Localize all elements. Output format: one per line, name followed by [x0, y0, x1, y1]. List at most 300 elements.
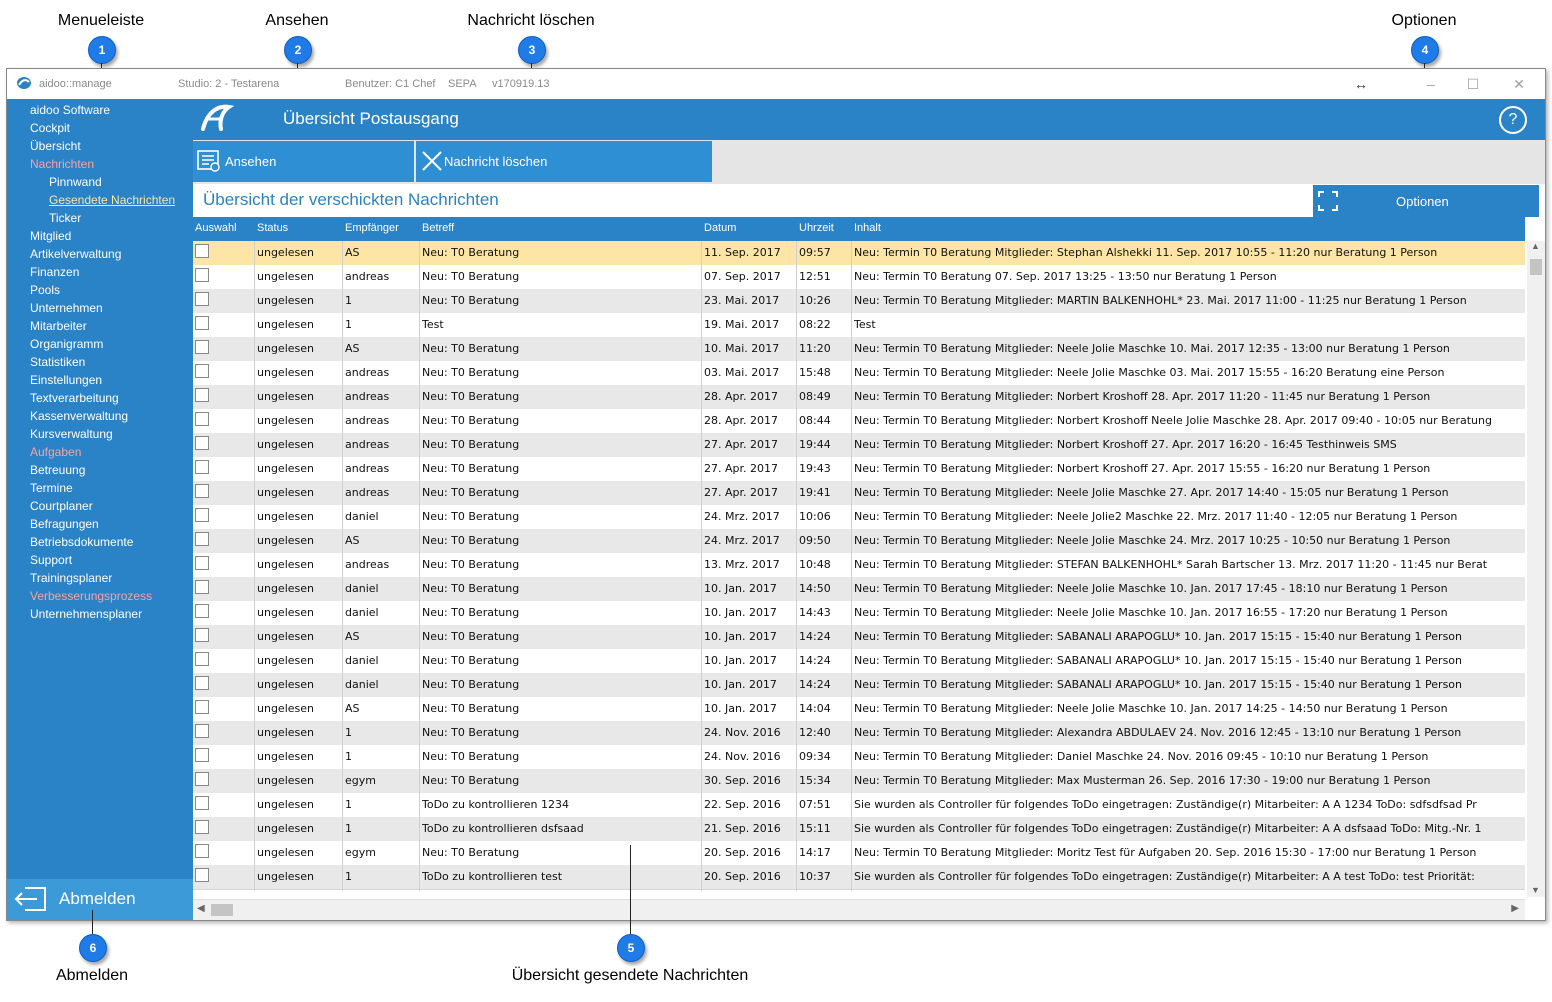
callout-badge: 6 — [79, 934, 107, 962]
cell-date: 10. Jan. 2017 — [704, 630, 777, 643]
table-row[interactable] — [193, 769, 1525, 794]
cell-status: ungelesen — [257, 438, 314, 451]
cell-time: 15:34 — [799, 774, 831, 787]
sidebar-item-mitglied[interactable]: Mitglied — [30, 229, 72, 243]
row-select-checkbox[interactable] — [195, 796, 209, 810]
cell-date: 10. Jan. 2017 — [704, 582, 777, 595]
fullscreen-icon — [1318, 191, 1338, 211]
callout-label: Übersicht gesendete Nachrichten — [511, 967, 749, 984]
close-button[interactable]: ✕ — [1513, 76, 1525, 92]
cell-subject: Neu: T0 Beratung — [422, 582, 520, 595]
cell-time: 14:04 — [799, 702, 831, 715]
cell-content: Neu: Termin T0 Beratung Mitglieder: Neele Jolie Maschke 10. Mai. 2017 12:35 - 13:00 nur Beratung 1 Person — [854, 342, 1450, 355]
cell-status: ungelesen — [257, 294, 314, 307]
sidebar-item-pools[interactable]: Pools — [30, 283, 61, 297]
page-header — [193, 99, 1545, 140]
callout-badge: 5 — [617, 934, 645, 962]
delete-x-icon — [421, 150, 443, 172]
cell-time: 07:51 — [799, 798, 831, 811]
cell-subject: Neu: T0 Beratung — [422, 630, 520, 643]
view-button[interactable] — [193, 141, 414, 182]
row-select-checkbox[interactable] — [195, 652, 209, 666]
sidebar-item-trainingsplaner[interactable]: Trainingsplaner — [30, 571, 113, 585]
table-row[interactable] — [193, 745, 1525, 770]
cell-status: ungelesen — [257, 318, 314, 331]
delete-message-button[interactable] — [416, 141, 712, 182]
cell-date: 24. Nov. 2016 — [704, 726, 781, 739]
column-divider — [701, 241, 702, 891]
cell-recipient: egym — [345, 774, 376, 787]
column-header-datum[interactable]: Datum — [704, 222, 737, 234]
sidebar-item-aufgaben[interactable]: Aufgaben — [30, 445, 82, 459]
cell-status: ungelesen — [257, 774, 314, 787]
cell-date: 11. Sep. 2017 — [704, 246, 781, 259]
studio-label: Studio: 2 - Testarena — [178, 78, 280, 90]
sidebar-item-support[interactable]: Support — [30, 553, 73, 567]
cell-subject: Neu: T0 Beratung — [422, 414, 520, 427]
cell-time: 14:43 — [799, 606, 831, 619]
sidebar-item-unternehmen[interactable]: Unternehmen — [30, 301, 103, 315]
cell-recipient: daniel — [345, 678, 379, 691]
vertical-scroll-thumb[interactable] — [1530, 259, 1542, 275]
row-select-checkbox[interactable] — [195, 460, 209, 474]
cell-date: 23. Mai. 2017 — [704, 294, 780, 307]
cell-time: 08:49 — [799, 390, 831, 403]
cell-status: ungelesen — [257, 342, 314, 355]
cell-subject: Neu: T0 Beratung — [422, 294, 520, 307]
cell-time: 15:11 — [799, 822, 831, 835]
cell-time: 10:06 — [799, 510, 831, 523]
cell-subject: Neu: T0 Beratung — [422, 702, 520, 715]
delete-message-label: Nachricht löschen — [444, 154, 548, 169]
logout-arrow-icon — [13, 886, 47, 912]
cell-time: 08:22 — [799, 318, 831, 331]
cell-time: 14:50 — [799, 582, 831, 595]
cell-status: ungelesen — [257, 366, 314, 379]
cell-recipient: egym — [345, 846, 376, 859]
row-select-checkbox[interactable] — [195, 844, 209, 858]
cell-time: 08:44 — [799, 414, 831, 427]
table-row[interactable] — [193, 241, 1525, 266]
row-select-checkbox[interactable] — [195, 820, 209, 834]
scroll-down-icon[interactable]: ▼ — [1531, 885, 1540, 895]
cell-subject: Neu: T0 Beratung — [422, 390, 520, 403]
cell-subject: ToDo zu kontrollieren 1234 — [422, 798, 569, 811]
options-label: Optionen — [1396, 194, 1449, 209]
cell-status: ungelesen — [257, 846, 314, 859]
cell-status: ungelesen — [257, 726, 314, 739]
sidebar-item-statistiken[interactable]: Statistiken — [30, 355, 86, 369]
table-row[interactable] — [193, 289, 1525, 314]
cell-content: Neu: Termin T0 Beratung Mitglieder: Neele Jolie Maschke 10. Jan. 2017 16:55 - 17:20 nur Beratung 1 Person — [854, 606, 1448, 619]
view-button-label: Ansehen — [225, 154, 277, 169]
cell-content: Neu: Termin T0 Beratung Mitglieder: Neele Jolie2 Maschke 22. Mrz. 2017 11:40 - 12:05 nur Beratung 1 Person — [854, 510, 1458, 523]
cell-recipient: andreas — [345, 486, 390, 499]
cell-time: 10:37 — [799, 870, 831, 883]
cell-time: 09:50 — [799, 534, 831, 547]
row-select-checkbox[interactable] — [195, 532, 209, 546]
column-header-empfaenger[interactable]: Empfänger — [345, 222, 399, 234]
cell-recipient: daniel — [345, 510, 379, 523]
row-select-checkbox[interactable] — [195, 412, 209, 426]
table-row[interactable] — [193, 361, 1525, 386]
cell-recipient: daniel — [345, 606, 379, 619]
cell-recipient: AS — [345, 630, 360, 643]
cell-subject: Neu: T0 Beratung — [422, 342, 520, 355]
cell-time: 14:24 — [799, 678, 831, 691]
table-row[interactable] — [193, 865, 1525, 890]
logout-label: Abmelden — [59, 889, 136, 908]
sidebar-item-einstellungen[interactable]: Einstellungen — [30, 373, 103, 387]
sidebar-item-uebersicht[interactable]: Übersicht — [30, 139, 81, 153]
column-header-auswahl[interactable]: Auswahl — [195, 222, 237, 234]
cell-time: 10:48 — [799, 558, 831, 571]
scroll-up-icon[interactable]: ▲ — [1531, 241, 1540, 251]
cell-recipient: andreas — [345, 366, 390, 379]
callout-label: Nachricht löschen — [467, 12, 595, 29]
cell-content: Sie wurden als Controller für folgendes ToDo eingetragen: Zuständige(r) Mitarbeiter: A A dsfsaad ToDo: Mitg.-Nr. 1 — [854, 822, 1482, 835]
titlebar — [7, 69, 1545, 99]
cell-recipient: 1 — [345, 726, 352, 739]
horizontal-scrollbar[interactable] — [193, 899, 1525, 920]
cell-date: 20. Sep. 2016 — [704, 870, 781, 883]
cell-subject: Neu: T0 Beratung — [422, 486, 520, 499]
cell-subject: Neu: T0 Beratung — [422, 774, 520, 787]
row-select-checkbox[interactable] — [195, 772, 209, 786]
sent-messages-table — [193, 217, 1545, 920]
sidebar-item-betreuung[interactable]: Betreuung — [30, 463, 86, 477]
cell-time: 12:51 — [799, 270, 831, 283]
user-label: Benutzer: C1 Chef — [345, 78, 436, 90]
sidebar-item-termine[interactable]: Termine — [30, 481, 73, 495]
table-row[interactable] — [193, 457, 1525, 482]
cell-subject: Neu: T0 Beratung — [422, 726, 520, 739]
cell-date: 19. Mai. 2017 — [704, 318, 780, 331]
sidebar-item-verbesserungsprozess[interactable]: Verbesserungsprozess — [30, 589, 153, 603]
sidebar-item-betriebsdokumente[interactable]: Betriebsdokumente — [30, 535, 134, 549]
table-row[interactable] — [193, 673, 1525, 698]
callout-label: Optionen — [1391, 12, 1457, 29]
column-divider — [796, 241, 797, 891]
cell-subject: Neu: T0 Beratung — [422, 438, 520, 451]
cell-date: 24. Mrz. 2017 — [704, 534, 780, 547]
callout-badge: 3 — [518, 36, 546, 64]
row-select-checkbox[interactable] — [195, 556, 209, 570]
vertical-scrollbar[interactable] — [1527, 241, 1545, 897]
table-row[interactable] — [193, 313, 1525, 338]
cell-subject: Neu: T0 Beratung — [422, 270, 520, 283]
table-row[interactable] — [193, 625, 1525, 650]
row-select-checkbox[interactable] — [195, 292, 209, 306]
cell-date: 22. Sep. 2016 — [704, 798, 781, 811]
sidebar-item-courtplaner[interactable]: Courtplaner — [30, 499, 93, 513]
cell-time: 19:43 — [799, 462, 831, 475]
cell-date: 24. Nov. 2016 — [704, 750, 781, 763]
cell-recipient: andreas — [345, 390, 390, 403]
table-row[interactable] — [193, 601, 1525, 626]
cell-content: Sie wurden als Controller für folgendes ToDo eingetragen: Zuständige(r) Mitarbeiter: A A 1234 ToDo: sdfsdfsad Pr — [854, 798, 1477, 811]
sidebar-item-mitarbeiter[interactable]: Mitarbeiter — [30, 319, 87, 333]
cell-content: Neu: Termin T0 Beratung Mitglieder: MARTIN BALKENHOHL* 23. Mai. 2017 11:00 - 11:25 nur Beratung 1 Person — [854, 294, 1467, 307]
row-select-checkbox[interactable] — [195, 676, 209, 690]
sidebar-item-ticker[interactable]: Ticker — [49, 211, 82, 225]
cell-date: 13. Mrz. 2017 — [704, 558, 780, 571]
cell-subject: ToDo zu kontrollieren test — [422, 870, 563, 883]
cell-content: Neu: Termin T0 Beratung Mitglieder: SABANALI ARAPOGLU* 10. Jan. 2017 15:15 - 15:40 nur Beratung 1 Person — [854, 654, 1463, 667]
table-header — [193, 217, 1525, 241]
sidebar-item-organigramm[interactable]: Organigramm — [30, 337, 104, 351]
cell-time: 14:24 — [799, 630, 831, 643]
cell-recipient: andreas — [345, 438, 390, 451]
cell-recipient: andreas — [345, 270, 390, 283]
cell-content: Neu: Termin T0 Beratung Mitglieder: Neele Jolie Maschke 10. Jan. 2017 14:25 - 14:50 nur Beratung 1 Person — [854, 702, 1448, 715]
cell-recipient: 1 — [345, 750, 352, 763]
cell-content: Neu: Termin T0 Beratung Mitglieder: Moritz Test für Aufgaben 20. Sep. 2016 15:30 - 17:00 nur Beratung 1 Person — [854, 846, 1477, 859]
cell-time: 14:17 — [799, 846, 831, 859]
table-row[interactable] — [193, 841, 1525, 866]
cell-recipient: 1 — [345, 822, 352, 835]
brand-logo-icon — [199, 103, 235, 133]
sidebar-item-unternehmensplaner[interactable]: Unternehmensplaner — [30, 607, 143, 621]
cell-time: 15:48 — [799, 366, 831, 379]
row-select-checkbox[interactable] — [195, 268, 209, 282]
cell-recipient: andreas — [345, 558, 390, 571]
row-select-checkbox[interactable] — [195, 436, 209, 450]
row-select-checkbox[interactable] — [195, 340, 209, 354]
table-row[interactable] — [193, 481, 1525, 506]
cell-status: ungelesen — [257, 750, 314, 763]
options-button[interactable] — [1313, 185, 1539, 217]
cell-content: Neu: Termin T0 Beratung 07. Sep. 2017 13:25 - 13:50 nur Beratung 1 Person — [854, 270, 1277, 283]
sidebar-item-kassenverwaltung[interactable]: Kassenverwaltung — [30, 409, 129, 423]
table-row[interactable] — [193, 577, 1525, 602]
sidebar-item-pinnwand[interactable]: Pinnwand — [49, 175, 102, 189]
callout-line — [92, 910, 93, 934]
column-header-uhrzeit[interactable]: Uhrzeit — [799, 222, 834, 234]
cell-content: Neu: Termin T0 Beratung Mitglieder: Neele Jolie Maschke 10. Jan. 2017 17:45 - 18:10 nur Beratung 1 Person — [854, 582, 1448, 595]
maximize-button[interactable]: ☐ — [1466, 76, 1480, 92]
cell-time: 10:26 — [799, 294, 831, 307]
cell-date: 10. Mai. 2017 — [704, 342, 780, 355]
table-row[interactable] — [193, 505, 1525, 530]
scroll-right-icon[interactable]: ▶ — [1511, 903, 1519, 914]
cell-content: Neu: Termin T0 Beratung Mitglieder: Neele Jolie Maschke 03. Mai. 2017 15:55 - 16:20 Beratung eine Person — [854, 366, 1445, 379]
section-title: Übersicht der verschickten Nachrichten — [203, 190, 499, 209]
cell-status: ungelesen — [257, 870, 314, 883]
cell-time: 14:24 — [799, 654, 831, 667]
minimize-button[interactable]: – — [1427, 76, 1435, 92]
cell-status: ungelesen — [257, 486, 314, 499]
sidebar-item-artikelverwaltung[interactable]: Artikelverwaltung — [30, 247, 122, 261]
table-row[interactable] — [193, 337, 1525, 362]
cell-status: ungelesen — [257, 462, 314, 475]
row-select-checkbox[interactable] — [195, 244, 209, 258]
column-header-betreff[interactable]: Betreff — [422, 222, 455, 234]
cell-subject: Neu: T0 Beratung — [422, 846, 520, 859]
cell-date: 10. Jan. 2017 — [704, 678, 777, 691]
sidebar-item-befragungen[interactable]: Befragungen — [30, 517, 99, 531]
table-row[interactable] — [193, 529, 1525, 554]
cell-date: 30. Sep. 2016 — [704, 774, 781, 787]
cell-content: Neu: Termin T0 Beratung Mitglieder: Stephan Alshekki 11. Sep. 2017 10:55 - 11:20 nur Beratung 1 Person — [854, 246, 1438, 259]
cell-date: 28. Apr. 2017 — [704, 390, 778, 403]
callout-line — [630, 845, 631, 934]
cell-status: ungelesen — [257, 414, 314, 427]
cell-content: Neu: Termin T0 Beratung Mitglieder: SABANALI ARAPOGLU* 10. Jan. 2017 15:15 - 15:40 nur Beratung 1 Person — [854, 678, 1463, 691]
cell-date: 10. Jan. 2017 — [704, 702, 777, 715]
callout-label: Abmelden — [55, 967, 129, 984]
help-icon[interactable]: ? — [1499, 106, 1527, 134]
row-select-checkbox[interactable] — [195, 724, 209, 738]
cell-date: 21. Sep. 2016 — [704, 822, 781, 835]
cell-status: ungelesen — [257, 654, 314, 667]
cell-subject: Neu: T0 Beratung — [422, 606, 520, 619]
cell-status: ungelesen — [257, 606, 314, 619]
cell-date: 27. Apr. 2017 — [704, 438, 778, 451]
cell-status: ungelesen — [257, 510, 314, 523]
cell-recipient: 1 — [345, 294, 352, 307]
cell-content: Neu: Termin T0 Beratung Mitglieder: Neele Jolie Maschke 27. Apr. 2017 14:40 - 15:05 nur Beratung 1 Person — [854, 486, 1449, 499]
sidebar-item-kursverwaltung[interactable]: Kursverwaltung — [30, 427, 113, 441]
horizontal-scroll-thumb[interactable] — [211, 904, 233, 916]
app-logo-icon — [16, 76, 32, 90]
section-header — [193, 184, 1545, 217]
table-row[interactable] — [193, 433, 1525, 458]
row-select-checkbox[interactable] — [195, 580, 209, 594]
cell-time: 12:40 — [799, 726, 831, 739]
cell-time: 19:44 — [799, 438, 831, 451]
resize-icon[interactable]: ↔ — [1354, 76, 1368, 92]
version-label: v170919.13 — [492, 78, 550, 90]
row-select-checkbox[interactable] — [195, 364, 209, 378]
cell-subject: Neu: T0 Beratung — [422, 654, 520, 667]
row-select-checkbox[interactable] — [195, 628, 209, 642]
sidebar-item-aidoo-software[interactable]: aidoo Software — [30, 103, 111, 117]
cell-content: Neu: Termin T0 Beratung Mitglieder: Norbert Kroshoff 27. Apr. 2017 16:20 - 16:45 Testhinweis SMS — [854, 438, 1397, 451]
cell-content: Neu: Termin T0 Beratung Mitglieder: Norbert Kroshoff 27. Apr. 2017 15:55 - 16:20 nur Beratung 1 Person — [854, 462, 1431, 475]
cell-subject: ToDo zu kontrollieren dsfsaad — [422, 822, 584, 835]
table-row[interactable] — [193, 409, 1525, 434]
cell-subject: Neu: T0 Beratung — [422, 510, 520, 523]
cell-subject: Test — [422, 318, 444, 331]
cell-recipient: AS — [345, 246, 360, 259]
cell-date: 03. Mai. 2017 — [704, 366, 780, 379]
cell-time: 09:34 — [799, 750, 831, 763]
cell-content: Neu: Termin T0 Beratung Mitglieder: Max Musterman 26. Sep. 2016 17:30 - 19:00 nur Beratung 1 Person — [854, 774, 1431, 787]
row-select-checkbox[interactable] — [195, 508, 209, 522]
cell-content: Neu: Termin T0 Beratung Mitglieder: Norbert Kroshoff Neele Jolie Maschke 28. Apr. 2017 09:40 - 10:05 nur Beratung — [854, 414, 1492, 427]
row-select-checkbox[interactable] — [195, 748, 209, 762]
row-select-checkbox[interactable] — [195, 700, 209, 714]
cell-status: ungelesen — [257, 534, 314, 547]
scroll-left-icon[interactable]: ◀ — [197, 903, 205, 914]
logout-button[interactable] — [7, 879, 193, 920]
cell-recipient: andreas — [345, 414, 390, 427]
sidebar-menu — [7, 99, 193, 920]
cell-subject: Neu: T0 Beratung — [422, 558, 520, 571]
table-row[interactable] — [193, 817, 1525, 842]
sepa-label: SEPA — [448, 78, 477, 90]
sidebar-item-gesendete-nachrichten[interactable]: Gesendete Nachrichten — [49, 193, 176, 207]
cell-status: ungelesen — [257, 678, 314, 691]
table-row[interactable] — [193, 793, 1525, 818]
cell-recipient: 1 — [345, 318, 352, 331]
cell-content: Neu: Termin T0 Beratung Mitglieder: Neele Jolie Maschke 24. Mrz. 2017 10:25 - 10:50 nur Beratung 1 Person — [854, 534, 1451, 547]
cell-content: Neu: Termin T0 Beratung Mitglieder: Daniel Maschke 24. Nov. 2016 09:45 - 10:10 nur Beratung 1 Person — [854, 750, 1429, 763]
sidebar-item-finanzen[interactable]: Finanzen — [30, 265, 80, 279]
sidebar-item-nachrichten[interactable]: Nachrichten — [30, 157, 95, 171]
column-divider — [419, 241, 420, 891]
sidebar-item-textverarbeitung[interactable]: Textverarbeitung — [30, 391, 119, 405]
column-divider — [254, 241, 255, 891]
column-divider — [851, 241, 852, 891]
app-window — [6, 68, 1546, 921]
cell-subject: Neu: T0 Beratung — [422, 366, 520, 379]
table-row[interactable] — [193, 385, 1525, 410]
cell-subject: Neu: T0 Beratung — [422, 534, 520, 547]
table-row[interactable] — [193, 265, 1525, 290]
column-header-status[interactable]: Status — [257, 222, 289, 234]
cell-content: Neu: Termin T0 Beratung Mitglieder: Alexandra ABDULAEV 24. Nov. 2016 12:45 - 13:10 nur Beratung 1 Person — [854, 726, 1462, 739]
cell-status: ungelesen — [257, 798, 314, 811]
list-view-icon — [197, 150, 221, 172]
table-row[interactable] — [193, 721, 1525, 746]
row-select-checkbox[interactable] — [195, 868, 209, 882]
cell-date: 07. Sep. 2017 — [704, 270, 781, 283]
cell-status: ungelesen — [257, 822, 314, 835]
callout-badge: 4 — [1411, 36, 1439, 64]
cell-recipient: andreas — [345, 462, 390, 475]
table-row[interactable] — [193, 649, 1525, 674]
cell-recipient: AS — [345, 702, 360, 715]
cell-recipient: daniel — [345, 582, 379, 595]
cell-content: Neu: Termin T0 Beratung Mitglieder: STEFAN BALKENHOHL* Sarah Bartscher 13. Mrz. 2017 11:20 - 11:45 nur Berat — [854, 558, 1488, 571]
cell-subject: Neu: T0 Beratung — [422, 462, 520, 475]
page-title: Übersicht Postausgang — [283, 109, 459, 128]
row-select-checkbox[interactable] — [195, 388, 209, 402]
cell-content: Neu: Termin T0 Beratung Mitglieder: SABANALI ARAPOGLU* 10. Jan. 2017 15:15 - 15:40 nur Beratung 1 Person — [854, 630, 1463, 643]
cell-status: ungelesen — [257, 582, 314, 595]
cell-date: 28. Apr. 2017 — [704, 414, 778, 427]
cell-status: ungelesen — [257, 702, 314, 715]
cell-recipient: 1 — [345, 798, 352, 811]
cell-subject: Neu: T0 Beratung — [422, 750, 520, 763]
cell-status: ungelesen — [257, 558, 314, 571]
cell-status: ungelesen — [257, 270, 314, 283]
cell-recipient: daniel — [345, 654, 379, 667]
cell-time: 11:20 — [799, 342, 831, 355]
cell-content: Sie wurden als Controller für folgendes ToDo eingetragen: Zuständige(r) Mitarbeiter: A A test ToDo: test Priorität: — [854, 870, 1475, 883]
cell-time: 09:57 — [799, 246, 831, 259]
callout-badge: 2 — [284, 36, 312, 64]
cell-date: 10. Jan. 2017 — [704, 654, 777, 667]
column-header-inhalt[interactable]: Inhalt — [854, 222, 881, 234]
toolbar — [193, 140, 1545, 184]
cell-status: ungelesen — [257, 246, 314, 259]
callout-label: Menueleiste — [57, 12, 145, 29]
cell-subject: Neu: T0 Beratung — [422, 678, 520, 691]
cell-date: 27. Apr. 2017 — [704, 486, 778, 499]
row-select-checkbox[interactable] — [195, 604, 209, 618]
row-select-checkbox[interactable] — [195, 316, 209, 330]
table-row[interactable] — [193, 697, 1525, 722]
cell-content: Test — [854, 318, 876, 331]
column-divider — [342, 241, 343, 891]
sidebar-item-cockpit[interactable]: Cockpit — [30, 121, 71, 135]
row-select-checkbox[interactable] — [195, 484, 209, 498]
cell-date: 10. Jan. 2017 — [704, 606, 777, 619]
table-row[interactable] — [193, 553, 1525, 578]
